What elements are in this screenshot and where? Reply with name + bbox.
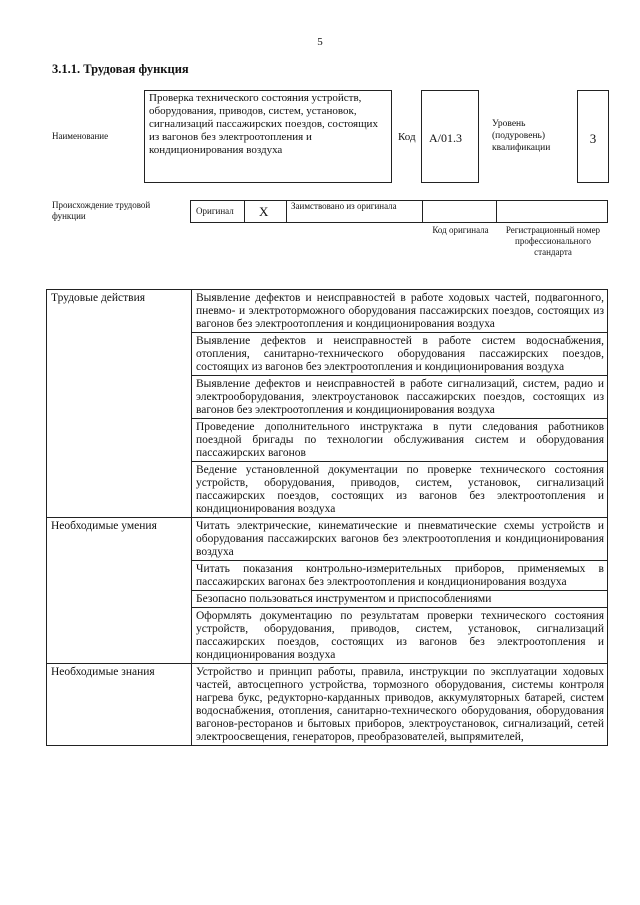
level-value: 3 — [589, 131, 597, 146]
original-cell — [191, 201, 245, 222]
skill-item: Читать показания контрольно-измерительных приборов, применяемых в пассажирских вагонах без электроотопления и кондиционирования воздуха — [192, 561, 608, 591]
section-title: 3.1.1. Трудовая функция — [52, 62, 189, 76]
labor-action-item: Выявление дефектов и неисправностей в работе сигнализаций, систем, радио и электрооборудования, электроустановок пассажирских поездов, состоящих из вагонов без электроотопления и кондиционирования воздуха — [192, 376, 608, 419]
borrowed-cell — [287, 201, 423, 222]
code-original-cell — [423, 201, 497, 222]
skill-item: Читать электрические, кинематические и пневматические схемы устройств и оборудования пассажирских вагонов без электроотопления и кондиционирования воздуха — [192, 518, 608, 561]
function-code-box — [421, 90, 479, 183]
origin-label: Происхождение трудовой функции — [52, 200, 151, 221]
table-row — [47, 518, 608, 561]
skill-item: Безопасно пользоваться инструментом и приспособлениями — [192, 591, 608, 608]
function-name-box — [144, 90, 392, 183]
table-row — [47, 664, 608, 746]
page-number: 5 — [317, 36, 323, 48]
name-label: Наименование — [52, 131, 109, 141]
table-row — [47, 290, 608, 333]
origin-row — [190, 200, 608, 223]
section-label-labor-actions: Трудовые действия — [47, 290, 192, 518]
labor-action-item: Ведение установленной документации по проверке технического состояния устройств, оборудования, приводов, систем, установок, сигнализаций пассажирских поездов, состоящих из вагонов без электроотопления и кондиционирования воздуха — [192, 462, 608, 518]
original-label: Оригинал — [196, 206, 234, 216]
skill-item: Оформлять документацию по результатам проверки технического состояния устройств, оборудования, приводов, систем, установок, сигнализаций пассажирских поездов, состоящих из вагонов без электроотопления и кондиционирования воздуха — [192, 608, 608, 664]
code-original-caption: Код оригинала — [432, 225, 489, 235]
level-box — [577, 90, 609, 183]
function-details-table — [46, 289, 608, 746]
function-code-value: A/01.3 — [429, 131, 462, 145]
labor-action-item: Выявление дефектов и неисправностей в работе ходовых частей, подвагонного, пневмо- и электроторможного оборудования пассажирских поездов, состоящих из вагонов без электроотопления и кондиционирования воздуха — [192, 290, 608, 333]
reg-number-caption: Регистрационный номер профессионального стандарта — [505, 225, 601, 257]
section-label-required-knowledge: Необходимые знания — [47, 664, 192, 746]
function-name-value: Проверка технического состояния устройств, оборудования, приводов, систем, установок, сигнализаций пассажирских поездов, состоящих из вагонов без электроотопления и кондиционирования воздуха — [149, 92, 378, 156]
borrowed-label: Заимствовано из оригинала — [291, 201, 397, 211]
reg-number-cell — [497, 201, 607, 222]
labor-action-item: Проведение дополнительного инструктажа в пути следования работников поездной бригады по технологии обслуживания систем и оборудования пассажирских вагонов — [192, 419, 608, 462]
original-mark: X — [259, 204, 269, 219]
section-label-required-skills: Необходимые умения — [47, 518, 192, 664]
original-mark-cell — [245, 201, 287, 222]
knowledge-item: Устройство и принцип работы, правила, инструкции по эксплуатации ходовых частей, автосцепного устройства, тормозного оборудования, системы контроля нагрева букс, редукторно-карданных приводов, аккумуляторных батарей, систем водоснабжения, отопления, санитарно-технического оборудования, оборудования вагонов-ресторанов и бытовых приборов, электроустановок, сигнализаций, сетей электроосвещения, генераторов, преобразователей, выпрямителей, — [192, 664, 608, 746]
level-label: Уровень (подуровень) квалификации — [492, 119, 551, 153]
code-label: Код — [398, 131, 416, 143]
labor-action-item: Выявление дефектов и неисправностей в работе систем водоснабжения, отопления, санитарно-технического оборудования пассажирских поездов, состоящих из вагонов без электроотопления и кондиционирования воздуха — [192, 333, 608, 376]
